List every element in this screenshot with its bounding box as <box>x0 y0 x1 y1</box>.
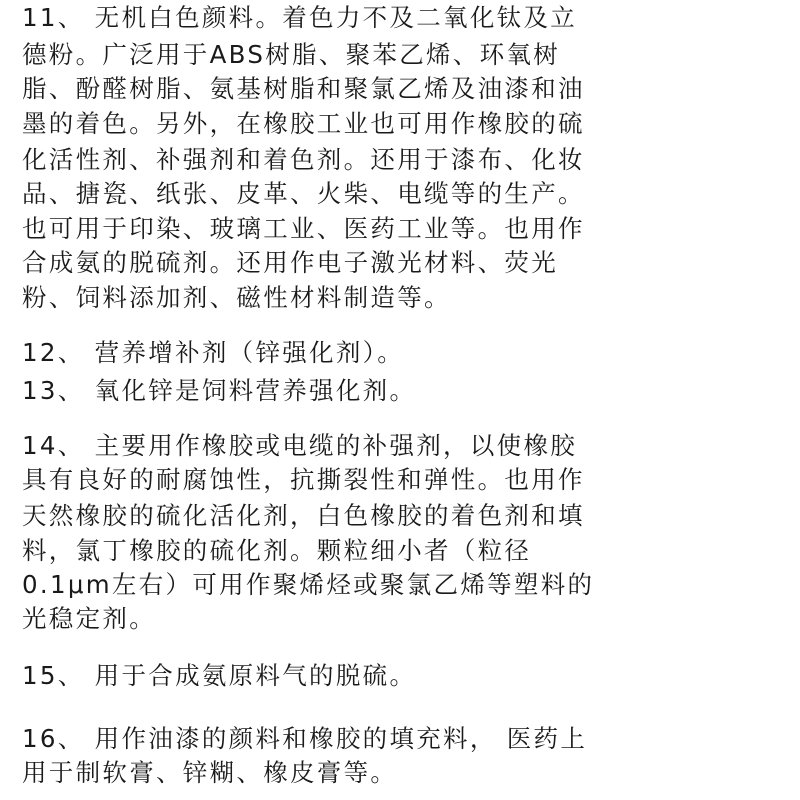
text-line: 化活性剂、补强剂和着色剂。还用于漆布、化妆 <box>22 145 585 174</box>
text-line: 具有良好的耐腐蚀性，抗撕裂性和弹性。也用作 <box>22 465 585 494</box>
text-line: 德粉。广泛用于ABS树脂、聚苯乙烯、环氧树 <box>22 40 560 69</box>
text-line: 墨的着色。另外，在橡胶工业也可用作橡胶的硫 <box>22 109 585 138</box>
text-line: 13、 氧化锌是饲料营养强化剂。 <box>22 376 417 405</box>
text-line: 0.1μm左右）可用作聚烯烃或聚氯乙烯等塑料的 <box>22 570 595 599</box>
text-line: 光稳定剂。 <box>22 604 156 633</box>
text-line: 脂、酚醛树脂、氨基树脂和聚氯乙烯及油漆和油 <box>22 74 585 103</box>
text-line: 品、搪瓷、纸张、皮革、火柴、电缆等的生产。 <box>22 179 585 208</box>
text-line: 14、 主要用作橡胶或电缆的补强剂，以使橡胶 <box>22 431 578 460</box>
text-line: 16、 用作油漆的颜料和橡胶的填充料， 医药上 <box>22 724 588 753</box>
text-line: 合成氨的脱硫剂。还用作电子激光材料、荧光 <box>22 248 558 277</box>
text-line: 料，氯丁橡胶的硫化剂。颗粒细小者（粒径 <box>22 536 532 565</box>
text-line: 11、 无机白色颜料。着色力不及二氧化钛及立 <box>22 3 578 32</box>
text-line: 粉、饲料添加剂、磁性材料制造等。 <box>22 283 451 312</box>
text-line: 12、 营养增补剂（锌强化剂）。 <box>22 338 405 367</box>
text-line: 15、 用于合成氨原料气的脱硫。 <box>22 661 417 690</box>
text-line: 用于制软膏、锌糊、橡皮膏等。 <box>22 758 398 787</box>
text-line: 天然橡胶的硫化活化剂，白色橡胶的着色剂和填 <box>22 501 585 530</box>
text-line: 也可用于印染、玻璃工业、医药工业等。也用作 <box>22 214 585 243</box>
